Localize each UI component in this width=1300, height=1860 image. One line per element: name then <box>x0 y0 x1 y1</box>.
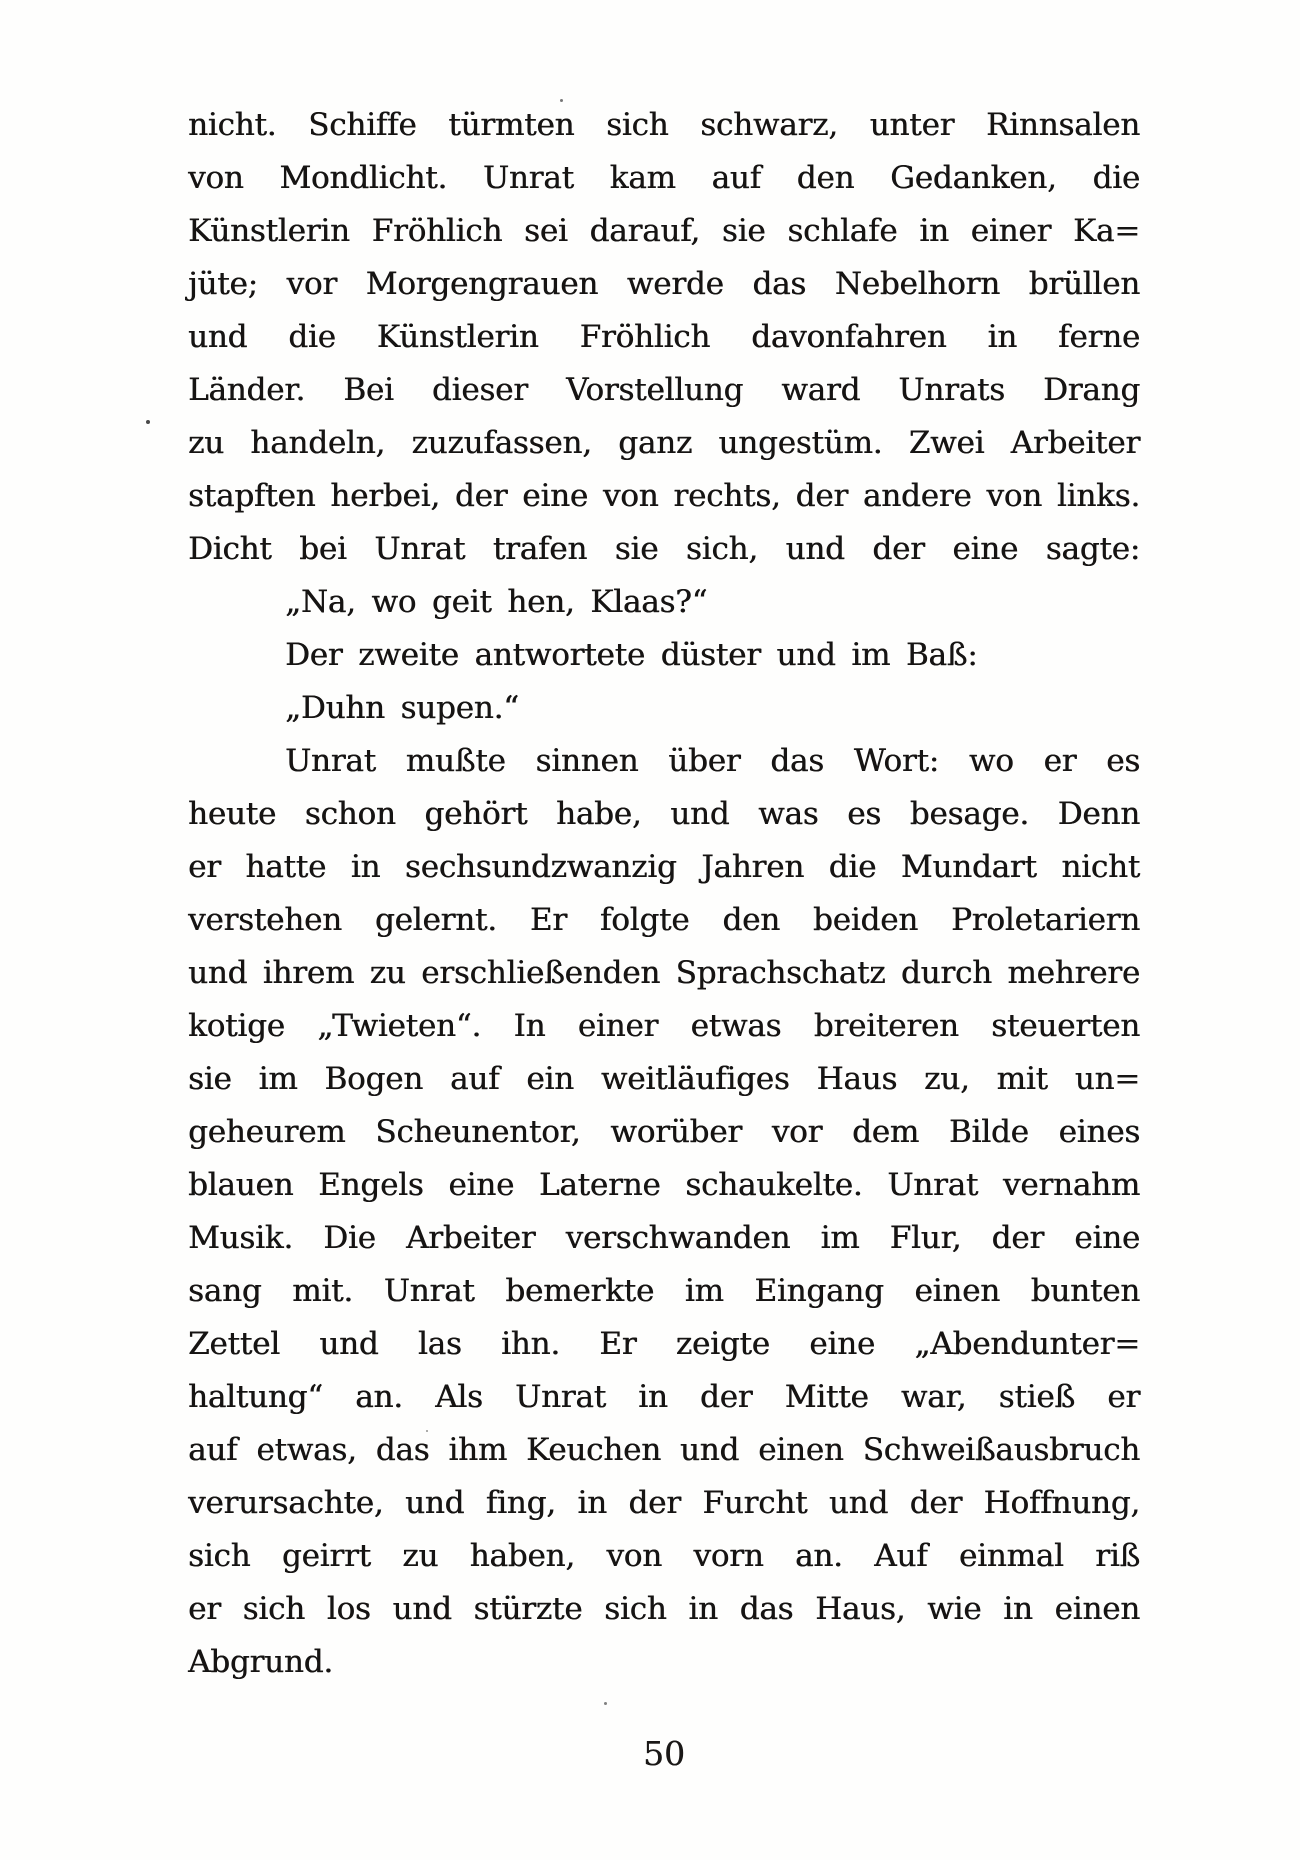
text-line: Länder. Bei dieser Vorstellung ward Unrats Drang <box>188 372 1140 408</box>
dialogue-line: „Duhn supen.“ <box>285 690 519 726</box>
text-line: Abgrund. <box>188 1644 333 1680</box>
text-line: und ihrem zu erschließenden Sprachschatz durch mehrere <box>188 955 1140 991</box>
text-line: Unrat mußte sinnen über das Wort: wo er es <box>285 743 1140 779</box>
dialogue-line: „Na, wo geit hen, Klaas?“ <box>285 584 708 620</box>
text-line: Der zweite antwortete düster und im Baß: <box>285 637 978 673</box>
text-line: verstehen gelernt. Er folgte den beiden Proletariern <box>188 902 1140 938</box>
text-line: verursachte, und fing, in der Furcht und der Hoffnung, <box>188 1485 1140 1521</box>
text-line: heute schon gehört habe, und was es besage. Denn <box>188 796 1140 832</box>
text-line: sie im Bogen auf ein weitläufiges Haus zu, mit un= <box>188 1061 1140 1097</box>
scan-speck <box>426 1430 428 1432</box>
text-block <box>188 99 1140 1689</box>
text-line: stapften herbei, der eine von rechts, der andere von links. <box>188 478 1140 514</box>
text-line: zu handeln, zuzufassen, ganz ungestüm. Zwei Arbeiter <box>188 425 1140 461</box>
text-line: er sich los und stürzte sich in das Haus, wie in einen <box>188 1591 1140 1627</box>
text-line: blauen Engels eine Laterne schaukelte. Unrat vernahm <box>188 1167 1140 1203</box>
text-line: jüte; vor Morgengrauen werde das Nebelhorn brüllen <box>188 266 1140 302</box>
text-line: auf etwas, das ihm Keuchen und einen Schweißausbruch <box>188 1432 1140 1468</box>
text-line: sang mit. Unrat bemerkte im Eingang einen bunten <box>188 1273 1140 1309</box>
text-line: nicht. Schiffe türmten sich schwarz, unter Rinnsalen <box>188 107 1140 143</box>
text-line: Zettel und las ihn. Er zeigte eine „Abendunter= <box>188 1326 1140 1362</box>
scan-speck <box>604 1702 607 1705</box>
text-line: Künstlerin Fröhlich sei darauf, sie schlafe in einer Ka= <box>188 213 1140 249</box>
text-line: geheurem Scheunentor, worüber vor dem Bilde eines <box>188 1114 1140 1150</box>
text-line: Musik. Die Arbeiter verschwanden im Flur, der eine <box>188 1220 1140 1256</box>
text-line: Dicht bei Unrat trafen sie sich, und der eine sagte: <box>188 531 1140 567</box>
text-line: er hatte in sechsundzwanzig Jahren die Mundart nicht <box>188 849 1140 885</box>
text-line: von Mondlicht. Unrat kam auf den Gedanken, die <box>188 160 1140 196</box>
text-line: und die Künstlerin Fröhlich davonfahren in ferne <box>188 319 1140 355</box>
text-line: sich geirrt zu haben, von vorn an. Auf einmal riß <box>188 1538 1140 1574</box>
text-line: haltung“ an. Als Unrat in der Mitte war, stieß er <box>188 1379 1140 1415</box>
page-number: 50 <box>643 1734 685 1773</box>
text-line: kotige „Twieten“. In einer etwas breiteren steuerten <box>188 1008 1140 1044</box>
scan-speck <box>146 420 150 424</box>
scan-speck <box>560 99 563 102</box>
